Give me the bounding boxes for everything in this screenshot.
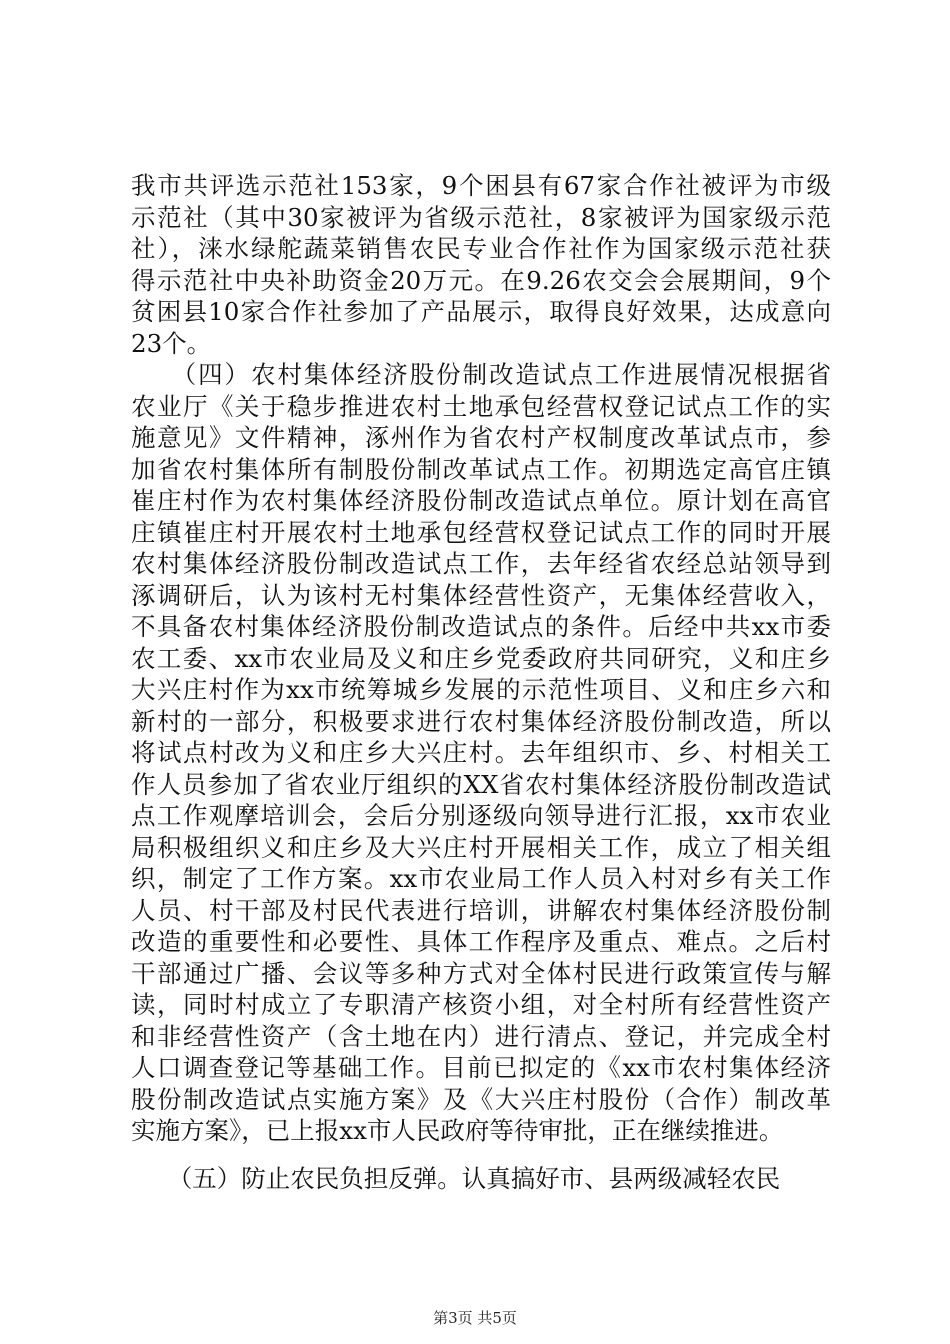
section-heading-line: （五）防止农民负担反弹。认真搞好市、县两级减轻农民: [131, 1163, 781, 1193]
body-line: 读，同时村成立了专职清产核资小组，对全村所有经营性资产: [131, 990, 831, 1019]
body-line: 施意见》文件精神，涿州作为省农村产权制度改革试点市，参: [131, 423, 831, 452]
body-line: 我市共评选示范社153家，9个困县有67家合作社被评为市级: [131, 171, 831, 200]
body-line: 实施方案》，已上报xx市人民政府等待审批，正在继续推进。: [131, 1116, 784, 1145]
body-line: 不具备农村集体经济股份制改造试点的条件。后经中共xx市委: [131, 612, 831, 641]
body-line: 农业厅《关于稳步推进农村土地承包经营权登记试点工作的实: [131, 391, 831, 421]
body-line: 大兴庄村作为xx市统筹城乡发展的示范性项目、义和庄乡六和: [131, 675, 831, 704]
body-line: 新村的一部分，积极要求进行农村集体经济股份制改造，所以: [131, 706, 831, 736]
body-line: 局积极组织义和庄乡及大兴庄村开展相关工作，成立了相关组: [131, 832, 831, 862]
body-line: 崔庄村作为农村集体经济股份制改造试点单位。原计划在高官: [131, 486, 831, 515]
body-line: 得示范社中央补助资金20万元。在9.26农交会会展期间，9个: [131, 265, 831, 295]
body-line: 股份制改造试点实施方案》及《大兴庄村股份（合作）制改革: [131, 1084, 831, 1114]
page-footer: 第3页 共5页: [433, 1309, 517, 1327]
body-line: 作人员参加了省农业厅组织的XX省农村集体经济股份制改造试: [131, 769, 831, 799]
body-line: 农工委、xx市农业局及义和庄乡党委政府共同研究，义和庄乡: [131, 643, 831, 673]
section-heading-line: （四）农村集体经济股份制改造试点工作进展情况根据省: [131, 360, 831, 389]
body-line: 农村集体经济股份制改造试点工作，去年经省农经总站领导到: [131, 549, 831, 578]
body-line: 织，制定了工作方案。xx市农业局工作人员入村对乡有关工作: [131, 864, 831, 893]
body-line: 23个。: [131, 328, 212, 358]
body-line: 加省农村集体所有制股份制改革试点工作。初期选定高官庄镇: [131, 454, 831, 484]
body-line: 和非经营性资产（含土地在内）进行清点、登记，并完成全村: [131, 1021, 831, 1051]
body-line: 社），涞水绿舵蔬菜销售农民专业合作社作为国家级示范社获: [131, 234, 831, 263]
body-line: 贫困县10家合作社参加了产品展示，取得良好效果，达成意向: [131, 297, 831, 326]
body-line: 人口调查登记等基础工作。目前已拟定的《xx市农村集体经济: [131, 1053, 831, 1082]
body-line: 将试点村改为义和庄乡大兴庄村。去年组织市、乡、村相关工: [131, 738, 831, 767]
body-line: 示范社（其中30家被评为省级示范社，8家被评为国家级示范: [131, 202, 831, 232]
body-line: 人员、村干部及村民代表进行培训，讲解农村集体经济股份制: [131, 895, 831, 925]
body-line: 涿调研后，认为该村无村集体经营性资产，无集体经营收入，: [131, 580, 831, 610]
body-line: 点工作观摩培训会，会后分别逐级向领导进行汇报，xx市农业: [131, 801, 831, 830]
body-line: 庄镇崔庄村开展农村土地承包经营权登记试点工作的同时开展: [131, 517, 831, 547]
body-line: 改造的重要性和必要性、具体工作程序及重点、难点。之后村: [131, 927, 831, 956]
body-line: 干部通过广播、会议等多种方式对全体村民进行政策宣传与解: [131, 958, 831, 988]
